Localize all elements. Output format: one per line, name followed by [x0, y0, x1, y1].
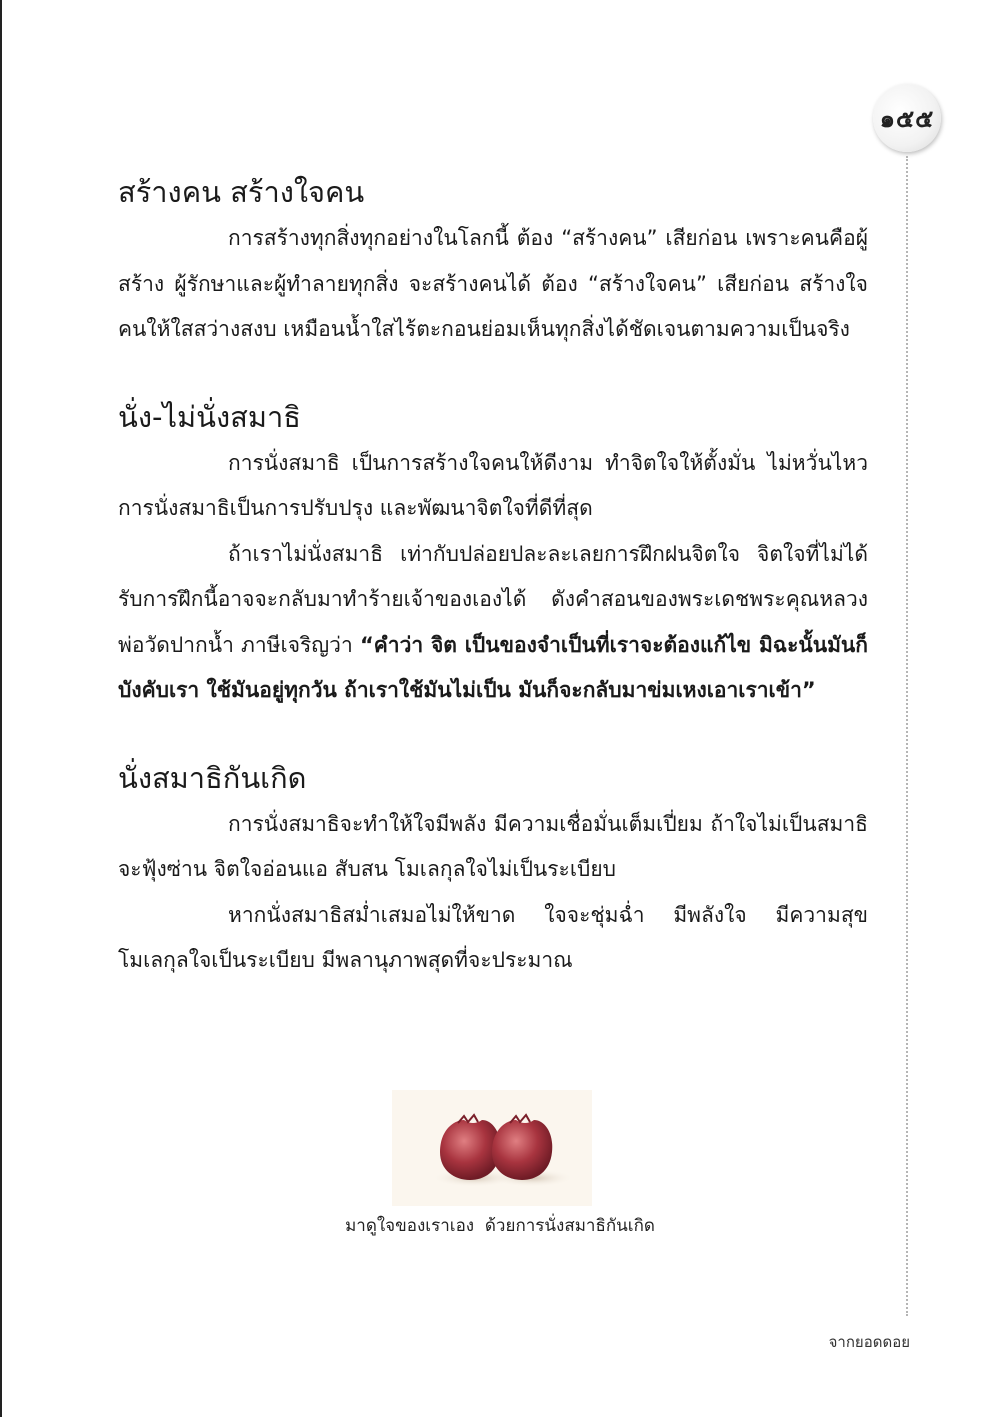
paragraph-with-quote	[118, 532, 868, 714]
page-content	[118, 172, 868, 1028]
page-number: ๑๕๕	[879, 104, 935, 133]
section-title: นั่งสมาธิกันเกิด	[118, 760, 307, 795]
section-sit-not-sit-meditation	[118, 397, 868, 714]
fruit-image	[392, 1090, 592, 1206]
page-left-border	[0, 0, 2, 1417]
section-title: นั่ง-ไม่นั่งสมาธิ	[118, 399, 301, 434]
figure-caption: มาดูใจของเราเอง ด้วยการนั่งสมาธิกันเกิด	[345, 1216, 655, 1236]
paragraph-text: ถ้าเราไม่นั่งสมาธิ เท่ากับปล่อยปละละเลยการฝึกฝนจิตใจ จิตใจที่ไม่ได้รับการฝึกนี้อาจจะกลับมาทำร้ายเจ้าของเองได้ ดังคำสอนของพระเดชพระคุณหลวงพ่อวัดปากน้ำ ภาษีเจริญว่า	[118, 541, 868, 657]
book-title-footer: จากยอดดอย	[828, 1333, 910, 1351]
paragraph: การสร้างทุกสิ่งทุกอย่างในโลกนี้ ต้อง “สร้างคน” เสียก่อน เพราะคนคือผู้สร้าง ผู้รักษาและผู้ทำลายทุกสิ่ง จะสร้างคนได้ ต้อง “สร้างใจคน” เสียก่อน สร้างใจคนให้ใสสว่างสงบ เหมือนน้ำใสไร้ตะกอนย่อมเห็นทุกสิ่งได้ชัดเจนตามความเป็นจริง	[118, 226, 868, 341]
paragraph: การนั่งสมาธิจะทำให้ใจมีพลัง มีความเชื่อมั่นเต็มเปี่ยม ถ้าใจไม่เป็นสมาธิ จะฟุ้งซ่าน จิตใจอ่อนแอ สับสน โมเลกุลใจไม่เป็นระเบียบ	[118, 811, 868, 881]
quote-text: “คำว่า จิต เป็นของจำเป็นที่เราจะต้องแก้ไข มิฉะนั้นมันก็บังคับเรา ใช้มันอยู่ทุกวัน ถ้าเราใช้มันไม่เป็น มันก็จะกลับมาข่มเหงเอาเราเข้า”	[118, 632, 869, 702]
page-number-badge	[873, 84, 941, 152]
fruit-illustration	[392, 1090, 592, 1206]
paragraph: การนั่งสมาธิ เป็นการสร้างใจคนให้ดีงาม ทำจิตใจให้ตั้งมั่น ไม่หวั่นไหว การนั่งสมาธิเป็นการปรับปรุง และพัฒนาจิตใจที่ดีที่สุด	[118, 450, 868, 520]
section-create-people	[118, 172, 868, 353]
section-title: สร้างคน สร้างใจคน	[118, 175, 365, 209]
section-meditation-prevents-rebirth	[118, 758, 868, 984]
dotted-margin-rule	[906, 156, 908, 1316]
paragraph: หากนั่งสมาธิสม่ำเสมอไม่ให้ขาด ใจจะชุ่มฉ่ำ มีพลังใจ มีความสุขโมเลกุลใจเป็นระเบียบ มีพลานุภาพสุดที่จะประมาณ	[118, 902, 868, 972]
